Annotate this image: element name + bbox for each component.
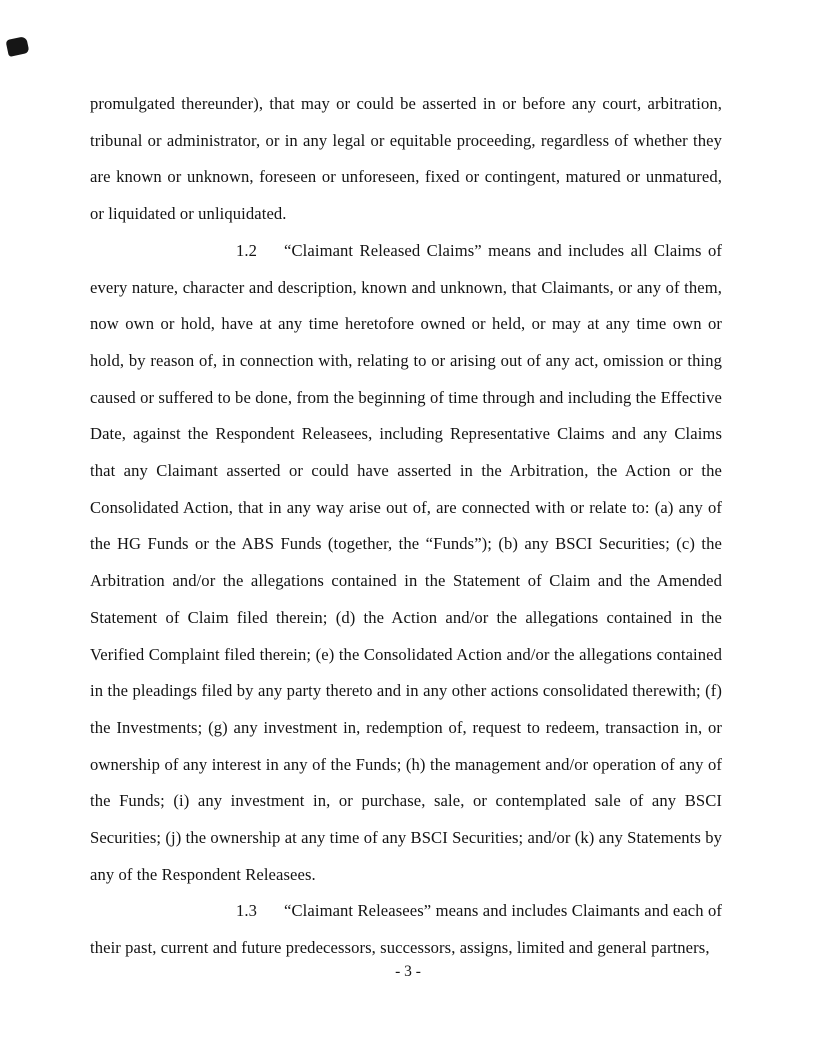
- section-number-1-3: 1.3: [236, 901, 258, 921]
- paragraph-text-1-3: “Claimant Releasees” means and includes Claimants and each of their past, current and future predecessors, successors, assigns, limited and general partners,: [90, 901, 722, 958]
- tab-space: [257, 915, 284, 916]
- document-body: [90, 86, 722, 967]
- scan-artifact-mark: [5, 36, 29, 57]
- section-number-1-2: 1.2: [236, 240, 258, 260]
- paragraph-section-1-2: [90, 233, 722, 894]
- paragraph-section-1-3: [90, 893, 722, 966]
- tab-space: [257, 255, 284, 256]
- paragraph-continuation: promulgated thereunder), that may or could be asserted in or before any court, arbitration, tribunal or administrator, or in any legal or equitable proceeding, regardless of whether they are known or unknown, foreseen or unforeseen, fixed or contingent, matured or unmatured, or liquidated or unliquidated.: [90, 94, 722, 224]
- page-number: - 3 -: [395, 963, 421, 980]
- paragraph-text-1-2: “Claimant Released Claims” means and includes all Claims of every nature, character and description, known and unknown, that Claimants, or any of them, now own or hold, have at any time heretofore owned or held, or may at any time own or hold, by reason of, in connection with, relating to or arising out of any act, omission or thing caused or suffered to be done, from the beginning of time through and including the Effective Date, against the Respondent Releasees, including Representative Claims and any Claims that any Claimant asserted or could have asserted in the Arbitration, the Action or the Consolidated Action, that in any way arise out of, are connected with or relate to: (a) any of the HG Funds or the ABS Funds (together, the “Funds”); (b) any BSCI Securities; (c) the Arbitration and/or the allegations contained in the Statement of Claim and the Amended Statement of Claim filed therein; (d) the Action and/or the allegations contained in the Verified Complaint filed therein; (e) the Consolidated Action and/or the allegations contained in the pleadings filed by any party thereto and in any other actions consolidated therewith; (f) the Investments; (g) any investment in, redemption of, request to redeem, transaction in, or ownership of any interest in any of the Funds; (h) the management and/or operation of any of the Funds; (i) any investment in, or purchase, sale, or contemplated sale of any BSCI Securities; (j) the ownership at any time of any BSCI Securities; and/or (k) any Statements by any of the Respondent Releasees.: [90, 240, 722, 884]
